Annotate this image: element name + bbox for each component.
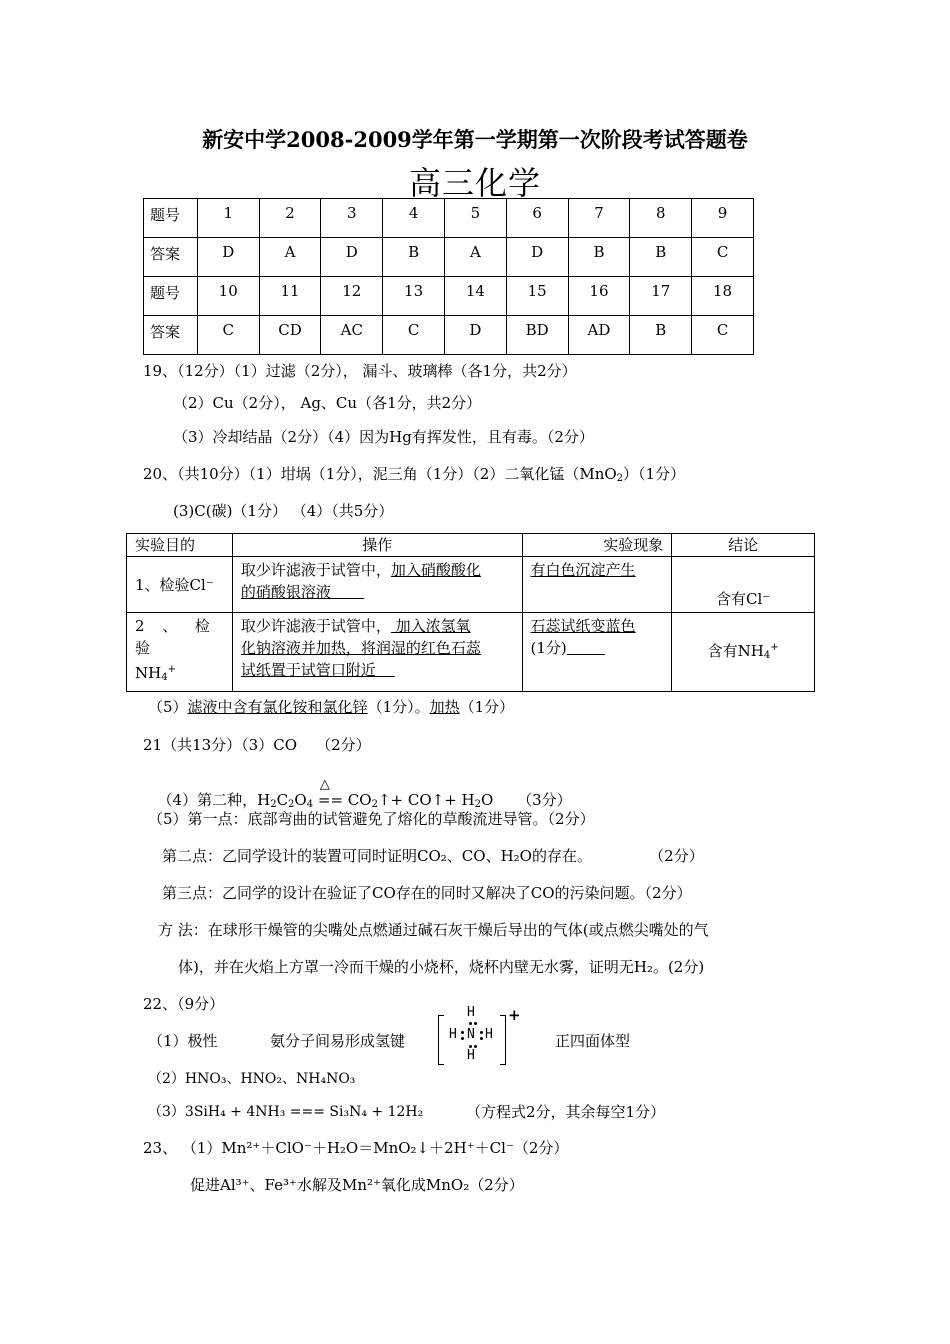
answer-cell: B <box>568 238 630 277</box>
answer-cell: BD <box>506 316 568 355</box>
q20-line1-end: ）（1分） <box>623 465 686 483</box>
header-conclusion: 结论 <box>672 534 815 557</box>
table-row <box>144 238 754 277</box>
formula-sub: 4 <box>161 672 168 683</box>
hydrogen-top: H <box>467 1005 475 1020</box>
q21-line5: 第三点：乙同学的设计在验证了CO存在的同时又解决了CO的污染问题。（2分） <box>162 884 692 902</box>
q20-line5-ul2: 加热 <box>429 698 460 716</box>
left-bracket <box>438 1015 444 1065</box>
question-number: 11 <box>259 277 321 316</box>
q20-line2: (3)C(碳)（1分） （4）（共5分） <box>173 502 394 520</box>
operation-text: 取少许滤液于试管中， <box>240 561 391 579</box>
q19-line2: （2）Cu（2分）， Ag、Cu（各1分，共2分） <box>173 394 482 412</box>
electron-dot <box>461 1031 464 1034</box>
question-number: 13 <box>383 277 445 316</box>
eq-arrow <box>317 777 344 809</box>
conclusion-cell <box>672 613 815 692</box>
electron-dot <box>461 1037 464 1040</box>
question-number: 12 <box>321 277 383 316</box>
formula-sup: + <box>167 664 176 675</box>
eq-arrow-text: == <box>317 791 344 809</box>
electron-dot <box>474 1022 477 1025</box>
page-title: 新安中学2008-2009学年第一学期第一次阶段考试答题卷 <box>202 127 748 152</box>
q21-line3: （5）第一点：底部弯曲的试管避免了熔化的草酸流进导管。（2分） <box>148 810 595 828</box>
answer-cell: AD <box>568 316 630 355</box>
header-operation: 操作 <box>232 534 522 557</box>
purpose-text: 1、检验Cl⁻ <box>135 575 214 594</box>
hydrogen-right: H <box>485 1027 493 1042</box>
q22-note: （方程式2分，其余每空1分） <box>466 1103 666 1121</box>
operation-cell <box>232 557 522 613</box>
eq-mid2: O <box>294 791 307 809</box>
answer-cell: D <box>444 316 506 355</box>
question-number: 16 <box>568 277 630 316</box>
question-number: 6 <box>506 199 568 238</box>
page-subtitle: 高三化学 <box>408 164 541 202</box>
row-label: 题号 <box>144 277 198 316</box>
answer-cell: B <box>383 238 445 277</box>
hydrogen-bottom: H <box>467 1048 475 1063</box>
operation-underlined: 的硝酸银溶液 <box>240 583 365 601</box>
table-header-row <box>127 534 815 557</box>
purpose-cell <box>127 613 233 692</box>
row-label: 答案 <box>144 316 198 355</box>
operation-cell <box>232 613 522 692</box>
operation-underlined: 试纸置于试管口附近 <box>240 661 395 679</box>
q21-line6: 方 法：在球形干燥管的尖嘴处点燃通过碱石灰干燥后导出的气体(或点燃尖嘴处的气 <box>158 921 709 939</box>
hydrogen-left: H <box>449 1027 457 1042</box>
question-number: 8 <box>630 199 692 238</box>
q22-polarity: （1）极性 <box>148 1032 218 1050</box>
conclusion-text: 含有Cl⁻ <box>716 590 771 608</box>
row-label: 题号 <box>144 199 198 238</box>
q20-line5-b: （1分）。 <box>367 698 430 716</box>
answer-cell: C <box>197 316 259 355</box>
q20-line1-text: 20、（共10分）（1）坩埚（1分），泥三角（1分）（2）二氧化锰（MnO <box>143 465 617 483</box>
q20-line1 <box>143 463 685 484</box>
electron-dot <box>480 1037 483 1040</box>
electron-dot <box>469 1022 472 1025</box>
right-bracket <box>500 1015 506 1065</box>
purpose-cell <box>127 557 233 613</box>
q22-line1: 22、（9分） <box>143 995 225 1013</box>
delta-icon: △ <box>319 777 330 792</box>
operation-text: 取少许滤液于试管中， <box>240 617 391 635</box>
q20-line5-c: （1分） <box>459 698 515 716</box>
electron-dot <box>480 1031 483 1034</box>
phenomenon-cell <box>522 557 672 613</box>
electron-dot <box>474 1045 477 1048</box>
q21-line7: 体)，并在火焰上方罩一冷而干燥的小烧杯，烧杯内壁无水雾，证明无H₂。(2分) <box>178 958 705 976</box>
table-row <box>127 557 815 613</box>
answer-cell: B <box>630 316 692 355</box>
purpose-text: 2、检验 <box>135 617 224 657</box>
eq-products: CO <box>343 791 372 809</box>
eq-rest: ↑+ CO↑+ H <box>377 791 475 809</box>
table-row <box>144 199 754 238</box>
experiment-table <box>126 533 815 692</box>
answer-cell: D <box>506 238 568 277</box>
answer-cell: CD <box>259 316 321 355</box>
ammonium-lewis-structure <box>438 1005 522 1067</box>
question-number: 17 <box>630 277 692 316</box>
answer-cell: C <box>692 238 754 277</box>
answer-cell: D <box>197 238 259 277</box>
electron-dot <box>469 1045 472 1048</box>
answer-cell: AC <box>321 316 383 355</box>
question-number: 5 <box>444 199 506 238</box>
header-purpose: 实验目的 <box>127 534 233 557</box>
q21-line4: 第二点：乙同学设计的装置可同时证明CO₂、CO、H₂O的存在。 （2分） <box>162 847 704 865</box>
question-number: 10 <box>197 277 259 316</box>
phenomenon-text: 有白色沉淀产生 <box>530 561 636 579</box>
answer-cell: D <box>321 238 383 277</box>
question-number: 3 <box>321 199 383 238</box>
answer-cell: A <box>259 238 321 277</box>
question-number: 14 <box>444 277 506 316</box>
header-phenomenon: 实验现象 <box>522 534 672 557</box>
eq-pre: （4）第二种，H <box>157 791 271 809</box>
q21-equation: （4）第二种，$H_2C_2O_4$ == △ $CO_2↑+$ CO↑+ $H_2O$ （3分） <box>157 777 572 810</box>
q20-line5-ul: 滤液中含有氯化铵和氯化锌 <box>187 698 368 716</box>
q23-line1: 23、 （1）Mn²⁺＋ClO⁻＋H₂O＝MnO₂↓＋2H⁺＋Cl⁻（2分） <box>143 1139 569 1157</box>
question-number: 1 <box>197 199 259 238</box>
q22-equation: （3）3SiH₄ + 4NH₃ === Si₃N₄ + 12H₂ <box>148 1104 424 1120</box>
nitrogen: N <box>467 1027 475 1042</box>
conclusion-text: 含有NH <box>707 642 764 660</box>
question-number: 7 <box>568 199 630 238</box>
question-number: 2 <box>259 199 321 238</box>
q20-line5 <box>148 696 514 717</box>
purpose-formula: NH <box>135 664 162 682</box>
q22-line3: （2）HNO₃、HNO₂、NH₄NO₃ <box>148 1071 356 1087</box>
phenomenon-text: 石蕊试纸变蓝色 <box>530 617 636 635</box>
formula-sub: 4 <box>763 650 771 661</box>
question-number: 18 <box>692 277 754 316</box>
charge-plus: + <box>508 1006 521 1024</box>
question-number: 15 <box>506 277 568 316</box>
table-row <box>127 613 815 692</box>
table-row <box>144 316 754 355</box>
question-number: 4 <box>383 199 445 238</box>
answer-cell: A <box>444 238 506 277</box>
q21-line1: 21（共13分）（3）CO （2分） <box>143 736 371 754</box>
phenomenon-score: (1分) <box>530 639 567 657</box>
q20-line1-sub: 2 <box>616 473 624 484</box>
table-row <box>144 277 754 316</box>
answer-cell: B <box>630 238 692 277</box>
phenomenon-cell <box>522 613 672 692</box>
answer-cell: C <box>383 316 445 355</box>
row-label: 答案 <box>144 238 198 277</box>
eq-mid: C <box>276 791 289 809</box>
operation-underlined: 化钠溶液并加热，将润湿的红色石蕊 <box>240 639 481 657</box>
question-number: 9 <box>692 199 754 238</box>
answer-cell: C <box>692 316 754 355</box>
eq-end: O （3分） <box>481 791 572 809</box>
q19-line1: 19、（12分）（1）过滤（2分）， 漏斗、玻璃棒（各1分，共2分） <box>143 362 577 380</box>
operation-underlined: 加入硝酸酸化 <box>390 561 481 579</box>
q19-line3: （3）冷却结晶（2分）（4）因为Hg有挥发性，且有毒。（2分） <box>173 428 594 446</box>
q22-shape: 正四面体型 <box>555 1032 631 1050</box>
q22-hbond: 氨分子间易形成氢键 <box>270 1032 406 1050</box>
q20-line5-a: （5） <box>148 698 188 716</box>
formula-sup: + <box>770 642 779 653</box>
conclusion-cell <box>672 557 815 613</box>
answer-table <box>143 198 754 355</box>
q23-line2: 促进Al³⁺、Fe³⁺水解及Mn²⁺氧化成MnO₂（2分） <box>190 1176 524 1194</box>
operation-underlined: 加入浓氢氧 <box>390 617 471 635</box>
